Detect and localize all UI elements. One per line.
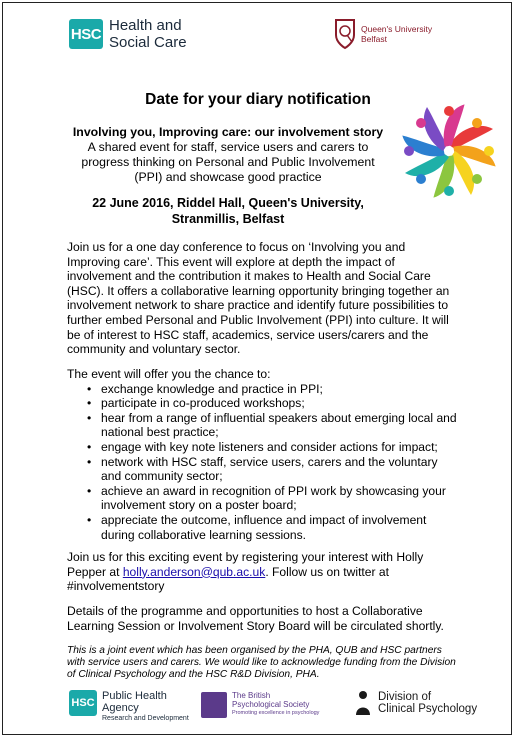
pha-line1: Public Health	[102, 690, 167, 702]
qub-logo-text	[361, 24, 432, 44]
pha-logo	[69, 690, 189, 723]
list-item: • network with HSC staff, service users, carers and the voluntary and community sector;	[101, 455, 457, 484]
pha-line2: Agency	[102, 702, 139, 714]
hsc-line1: Health and	[109, 17, 182, 34]
qub-crest-icon	[333, 17, 357, 51]
date-line-2: Stranmillis, Belfast	[171, 212, 285, 226]
pha-mark-icon: HSC	[69, 690, 97, 716]
hsc-line2: Social Care	[109, 34, 187, 51]
intro-line-1: A shared event for staff, service users and carers to	[87, 140, 369, 154]
programme-paragraph: Details of the programme and opportunities to host a Collaborative Learning Session or Involvement Story Board will be circulated shortly.	[67, 604, 444, 633]
description-paragraph: Join us for a one day conference to focus on ‘Involving you and Improving care’. This event will explore at depth the impact of involvement and the contribution it makes to Health and Social Care (HSC). It offers a collaborative learning opportunity bringing together an involvement network to share practice and identify future possibilities to further embed Personal and Public Involvement (PPI) into culture. It will be of interest to HSC staff, academics, service users/carers and the community and voluntary sector.	[67, 240, 450, 357]
intro-line-2: progress thinking on Personal and Public Involvement	[81, 155, 375, 169]
dcp-logo	[353, 690, 477, 716]
dcp-line1: Division of	[378, 690, 432, 703]
list-item: • achieve an award in recognition of PPI work by showcasing your involvement story on a poster board;	[101, 484, 457, 513]
twitter-text: . Follow us on twitter at #involvementstory	[67, 564, 389, 594]
qub-logo	[333, 17, 432, 51]
bps-logo	[201, 691, 319, 718]
email-link[interactable]: holly.anderson@qub.ac.uk	[122, 564, 266, 579]
notification-page	[2, 2, 512, 735]
pha-logo-text	[102, 690, 189, 723]
pha-subtitle: Research and Development	[102, 715, 189, 722]
page-title: Date for your diary notification	[145, 91, 371, 108]
hsc-logo-text	[109, 17, 187, 51]
offer-lead: The event will offer you the chance to:	[67, 367, 271, 381]
intro-heading: Involving you, Improving care: our involvement story	[72, 125, 384, 139]
hsc-mark-icon: HSC	[69, 19, 103, 49]
acknowledgement-note: This is a joint event which has been organised by the PHA, QUB and HSC partners with service users and carers. We would like to acknowledge funding from the Division of Clinical Psychology and the HSC R&D Division, PHA.	[67, 645, 456, 681]
list-item: • appreciate the outcome, influence and impact of involvement during collaborative learning sessions.	[101, 513, 457, 542]
involvement-swirl-logo	[397, 99, 501, 203]
bps-subtitle: Promoting excellence in psychology	[232, 710, 320, 716]
dcp-figure-icon	[353, 690, 373, 716]
date-line-1: 22 June 2016, Riddel Hall, Queen's University,	[92, 196, 364, 210]
registration-text: Join us for this exciting event by registering your interest with Holly Pepper at	[67, 550, 424, 579]
intro-block	[63, 125, 393, 185]
hsc-logo	[69, 17, 187, 51]
qub-line1: Queen's University	[361, 24, 433, 34]
intro-line-3: (PPI) and showcase good practice	[134, 170, 322, 184]
dcp-line2: Clinical Psychology	[378, 703, 478, 715]
bps-line1: The British	[232, 691, 271, 700]
offer-section	[67, 367, 457, 542]
list-item: • hear from a range of influential speakers about emerging local and national best practice;	[101, 411, 457, 440]
list-item: • engage with key note listeners and consider actions for impact;	[101, 440, 457, 455]
dcp-logo-text	[378, 691, 477, 716]
event-date	[63, 195, 393, 227]
bps-line2: Psychological Society	[232, 700, 310, 709]
qub-line2: Belfast	[361, 34, 387, 44]
list-item: • participate in co-produced workshops;	[101, 396, 457, 411]
list-item: • exchange knowledge and practice in PPI;	[101, 382, 457, 397]
bps-mark-icon	[201, 692, 227, 718]
registration-paragraph	[67, 550, 457, 594]
bps-logo-text	[232, 691, 319, 718]
offer-list	[67, 382, 457, 543]
